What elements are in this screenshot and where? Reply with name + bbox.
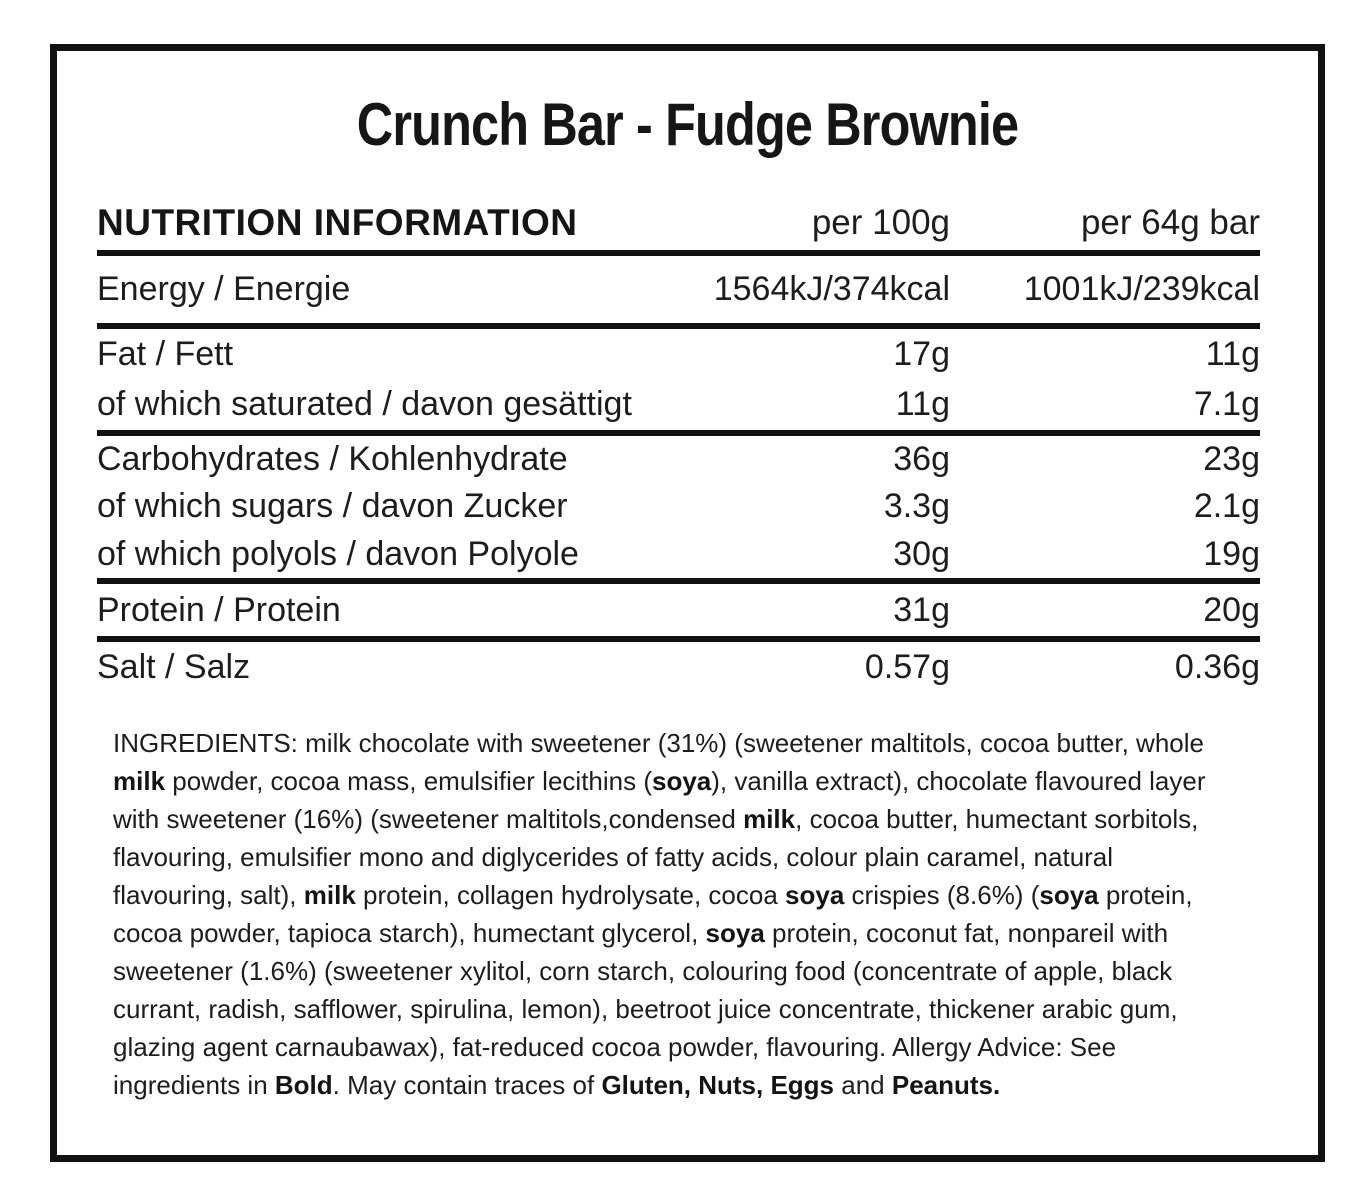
table-row bbox=[97, 530, 1260, 578]
ingredients-line bbox=[113, 876, 1233, 914]
ingredient-text: INGREDIENTS: milk chocolate with sweetener (31%) (sweetener maltitols, cocoa butter, whole bbox=[113, 728, 1204, 758]
ingredients-text bbox=[113, 724, 1233, 1104]
ingredient-text: flavouring, emulsifier mono and diglycerides of fatty acids, colour plain caramel, natural bbox=[113, 842, 1114, 872]
row-label: Fat / Fett bbox=[97, 334, 234, 373]
row-per-bar-value: 19g bbox=[1203, 534, 1260, 573]
ingredient-text: protein, collagen hydrolysate, cocoa bbox=[355, 880, 786, 910]
row-per-bar-value: 1001kJ/239kcal bbox=[1023, 270, 1260, 308]
ingredient-allergen-bold: milk bbox=[303, 880, 356, 910]
ingredients-line bbox=[113, 800, 1233, 838]
row-label: Carbohydrates / Kohlenhydrate bbox=[97, 440, 568, 478]
row-label: of which sugars / davon Zucker bbox=[97, 487, 568, 525]
table-row bbox=[97, 584, 1260, 636]
row-label: of which polyols / davon Polyole bbox=[97, 534, 579, 573]
ingredient-allergen-bold: soya bbox=[1039, 880, 1099, 910]
nutrition-table bbox=[97, 196, 1260, 692]
table-row bbox=[97, 256, 1260, 323]
ingredient-text: currant, radish, safflower, spirulina, lemon), beetroot juice concentrate, thickener arabic gum, bbox=[113, 994, 1178, 1024]
header-per-64g-bar: per 64g bar bbox=[1080, 203, 1260, 242]
ingredient-text: . May contain traces of bbox=[332, 1070, 602, 1100]
ingredients-line bbox=[113, 1028, 1233, 1066]
row-per-bar-value: 20g bbox=[1203, 590, 1260, 629]
ingredient-allergen-bold: milk bbox=[743, 804, 796, 834]
row-per-100g-value: 36g bbox=[893, 440, 950, 478]
ingredient-allergen-bold: milk bbox=[113, 766, 166, 796]
ingredient-text: ), vanilla extract), chocolate flavoured layer bbox=[711, 766, 1206, 796]
header-nutrition-information: NUTRITION INFORMATION bbox=[97, 202, 578, 243]
row-per-100g-value: 17g bbox=[893, 334, 950, 373]
row-per-bar-value: 7.1g bbox=[1193, 385, 1260, 423]
ingredients-line bbox=[113, 1066, 1233, 1104]
row-label: Energy / Energie bbox=[97, 270, 351, 308]
table-row bbox=[97, 379, 1260, 430]
row-label: Protein / Protein bbox=[97, 590, 341, 629]
ingredients-line bbox=[113, 724, 1233, 762]
ingredient-text: ingredients in bbox=[113, 1070, 275, 1100]
table-row bbox=[97, 483, 1260, 530]
ingredient-allergen-bold: soya bbox=[652, 766, 712, 796]
ingredient-text: protein, bbox=[1098, 880, 1193, 910]
ingredient-text: glazing agent carnaubawax), fat-reduced cocoa powder, flavouring. Allergy Advice: See bbox=[113, 1032, 1117, 1062]
row-per-100g-value: 1564kJ/374kcal bbox=[713, 270, 950, 308]
ingredients-line bbox=[113, 990, 1233, 1028]
header-per-100g: per 100g bbox=[811, 203, 950, 242]
row-per-100g-value: 11g bbox=[895, 385, 950, 423]
ingredient-text: and bbox=[834, 1070, 892, 1100]
ingredient-allergen-bold: soya bbox=[785, 880, 845, 910]
row-per-100g-value: 0.57g bbox=[864, 647, 950, 686]
row-per-bar-value: 11g bbox=[1205, 334, 1260, 373]
ingredient-allergen-bold: Peanuts. bbox=[891, 1070, 1001, 1100]
table-row bbox=[97, 436, 1260, 483]
ingredient-text: protein, coconut fat, nonpareil with bbox=[764, 918, 1169, 948]
ingredient-allergen-bold: Bold bbox=[274, 1070, 333, 1100]
row-label: of which saturated / davon gesättigt bbox=[97, 385, 632, 423]
ingredient-allergen-bold: Gluten, Nuts, Eggs bbox=[601, 1070, 835, 1100]
ingredient-text: with sweetener (16%) (sweetener maltitols,condensed bbox=[113, 804, 744, 834]
table-row bbox=[97, 642, 1260, 692]
row-per-100g-value: 31g bbox=[893, 590, 950, 629]
product-title: Crunch Bar - Fudge Brownie bbox=[356, 91, 1019, 158]
row-per-100g-value: 30g bbox=[893, 534, 950, 573]
row-per-100g-value: 3.3g bbox=[883, 487, 950, 525]
ingredient-text: , cocoa butter, humectant sorbitols, bbox=[795, 804, 1199, 834]
row-per-bar-value: 23g bbox=[1203, 440, 1260, 478]
row-per-bar-value: 0.36g bbox=[1174, 647, 1260, 686]
ingredients-line bbox=[113, 838, 1233, 876]
ingredient-text: sweetener (1.6%) (sweetener xylitol, corn starch, colouring food (concentrate of apple, black bbox=[113, 956, 1173, 986]
label-border-box bbox=[50, 44, 1325, 1162]
table-body bbox=[97, 256, 1260, 692]
ingredient-text: powder, cocoa mass, emulsifier lecithins ( bbox=[165, 766, 652, 796]
ingredient-text: crispies (8.6%) ( bbox=[844, 880, 1040, 910]
ingredient-text: flavouring, salt), bbox=[113, 880, 304, 910]
ingredient-allergen-bold: soya bbox=[705, 918, 765, 948]
row-per-bar-value: 2.1g bbox=[1193, 487, 1260, 525]
ingredients-line bbox=[113, 914, 1233, 952]
ingredients-line bbox=[113, 952, 1233, 990]
table-header-row bbox=[97, 196, 1260, 250]
row-label: Salt / Salz bbox=[97, 647, 251, 686]
ingredient-text: cocoa powder, tapioca starch), humectant glycerol, bbox=[113, 918, 706, 948]
table-row bbox=[97, 329, 1260, 379]
ingredients-line bbox=[113, 762, 1233, 800]
